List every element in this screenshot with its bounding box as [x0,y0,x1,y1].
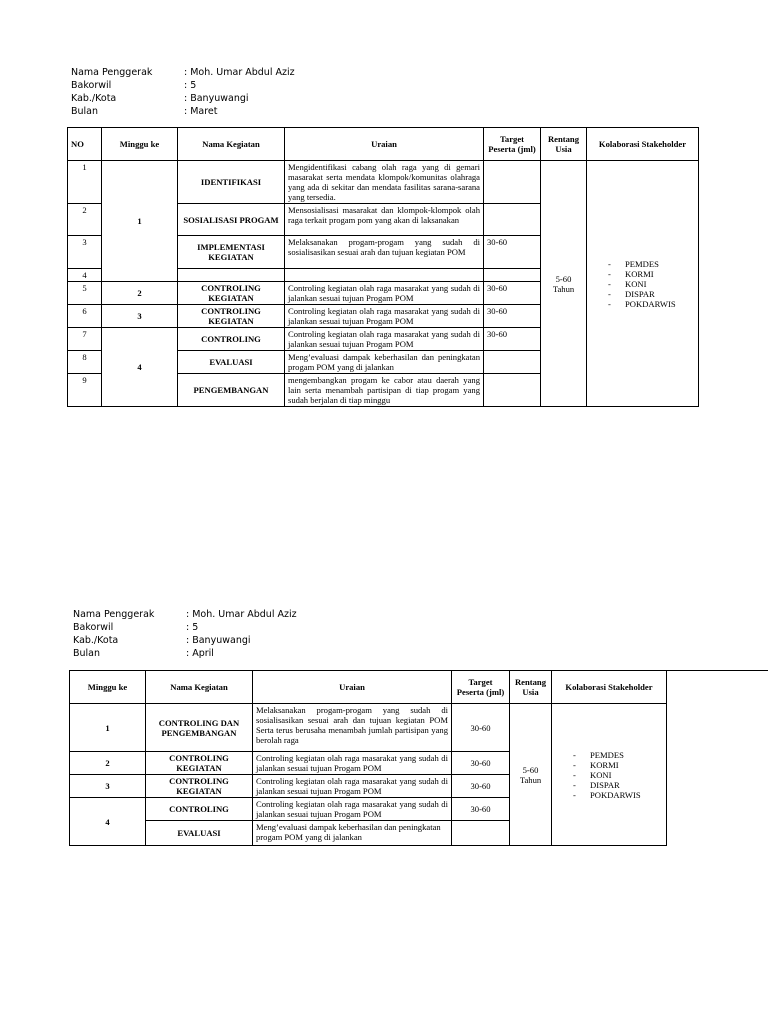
info-row [71,79,295,92]
header-nama-kegiatan: Nama Kegiatan [146,671,253,704]
stakeholder-item: - POKDARWIS [608,299,695,309]
activity-name: CONTROLING [146,798,253,821]
info-label: Bakorwil [73,622,114,633]
target-peserta [452,821,510,846]
stakeholder-item: - DISPAR [573,780,663,790]
header-minggu: Minggu ke [102,128,178,161]
table-row [70,704,667,752]
week-cell: 2 [70,752,146,775]
info-label: Nama Penggerak [73,609,155,620]
activity-name: CONTROLING KEGIATAN [178,282,285,305]
info-row [73,634,297,647]
row-no: 8 [68,351,102,374]
activity-description: Controling kegiatan olah raga masarakat yang sudah di jalankan sesuai tujuan Progam POM [285,328,484,351]
activity-description [285,269,484,282]
target-peserta: 30-60 [452,704,510,752]
activity-name: CONTROLING KEGIATAN [178,305,285,328]
target-peserta [484,269,541,282]
activity-name: CONTROLING KEGIATAN [146,775,253,798]
info-row [73,608,297,621]
header-kolaborasi: Kolaborasi Stakeholder [552,671,667,704]
info-row [73,647,297,660]
week-cell: 3 [70,775,146,798]
info-value: : 5 [184,80,197,91]
target-peserta [484,351,541,374]
activity-description: Controling kegiatan olah raga masarakat yang sudah di jalankan sesuai tujuan Progam POM [253,752,452,775]
activity-description: Mensosialisasi masarakat dan klompok-klompok olah raga terkait progam pom yang akan di laksanakan [285,204,484,236]
info-value: : Banyuwangi [186,635,251,646]
row-no: 2 [68,204,102,236]
activity-description: Meng’evaluasi dampak keberhasilan dan peningkatan progam POM yang di jalankan [285,351,484,374]
table-top-rule [665,670,768,671]
activity-name: CONTROLING DAN PENGEMBANGAN [146,704,253,752]
week-cell: 1 [70,704,146,752]
info-label: Bakorwil [71,80,112,91]
stakeholder-item: - PEMDES [608,259,695,269]
target-peserta: 30-60 [484,282,541,305]
rentang-usia: 5-60 Tahun [541,161,587,407]
stakeholder-item: - KONI [608,279,695,289]
stakeholder-item: - KORMI [573,760,663,770]
activity-description: Controling kegiatan olah raga masarakat yang sudah di jalankan sesuai tujuan Progam POM [285,282,484,305]
activity-description: Mengidentifikasi cabang olah raga yang di gemari masarakat serta mendata klompok/komunitas olahraga yang ada di sekitar dan mendata fasilitas sarana-sarana yang tersedia. [285,161,484,204]
activity-name: IDENTIFIKASI [178,161,285,204]
info-label: Kab./Kota [71,93,117,104]
row-no: 3 [68,236,102,269]
activity-name: CONTROLING KEGIATAN [146,752,253,775]
header-rentang: Rentang Usia [510,671,552,704]
info-value: : Maret [184,106,218,117]
header-target: Target Peserta (jml) [452,671,510,704]
stakeholder-list [552,704,667,846]
info-value: : Moh. Umar Abdul Aziz [186,609,297,620]
header-kolaborasi: Kolaborasi Stakeholder [587,128,699,161]
activity-description: Melaksanakan progam-progam yang sudah di sosialisasikan sesuai arah dan tujuan kegiatan POM [285,236,484,269]
week-cell: 4 [70,798,146,846]
row-no: 4 [68,269,102,282]
stakeholder-item: - PEMDES [573,750,663,760]
week-cell: 1 [102,161,178,282]
activity-name: CONTROLING [178,328,285,351]
activity-name: SOSIALISASI PROGAM [178,204,285,236]
header-nama-kegiatan: Nama Kegiatan [178,128,285,161]
activity-table-april [69,670,667,846]
activity-name: PENGEMBANGAN [178,374,285,407]
info-row [71,105,295,118]
stakeholder-item: - KORMI [608,269,695,279]
row-no: 5 [68,282,102,305]
table-header-row [68,128,699,161]
activity-description: Meng’evaluasi dampak keberhasilan dan peningkatan progam POM yang di jalankan [253,821,452,846]
header-target: Target Peserta (jml) [484,128,541,161]
activity-name: IMPLEMENTASI KEGIATAN [178,236,285,269]
header-no: NO [68,128,102,161]
info-value: : Banyuwangi [184,93,249,104]
target-peserta: 30-60 [452,775,510,798]
target-peserta: 30-60 [484,305,541,328]
rentang-usia: 5-60 Tahun [510,704,552,846]
table-row [68,161,699,204]
header-rentang: Rentang Usia [541,128,587,161]
target-peserta [484,204,541,236]
info-label: Bulan [71,106,99,117]
header-uraian: Uraian [253,671,452,704]
info-row [73,621,297,634]
target-peserta [484,374,541,407]
stakeholder-list [587,161,699,407]
stakeholder-item: - POKDARWIS [573,790,663,800]
activity-table-maret [67,127,699,407]
row-no: 9 [68,374,102,407]
activity-description: mengembangkan progam ke cabor atau daerah yang lain serta menambah partisipan di tiap progam yang sudah berjalan di tiap minggu [285,374,484,407]
activity-description: Melaksanakan progam-progam yang sudah di sosialisasikan sesuai arah dan tujuan kegiatan POM Serta terus berusaha menambah jumlah partisipan yang berolah raga [253,704,452,752]
info-label: Kab./Kota [73,635,119,646]
info-row [71,66,295,79]
info-value: : April [186,648,214,659]
row-no: 7 [68,328,102,351]
report-info-maret [71,66,295,118]
row-no: 6 [68,305,102,328]
activity-name: EVALUASI [178,351,285,374]
info-row [71,92,295,105]
target-peserta: 30-60 [452,798,510,821]
week-cell: 2 [102,282,178,305]
stakeholder-item: - DISPAR [608,289,695,299]
table-header-row [70,671,667,704]
stakeholder-item: - KONI [573,770,663,780]
activity-description: Controling kegiatan olah raga masarakat yang sudah di jalankan sesuai tujuan Progam POM [253,798,452,821]
activity-description: Controling kegiatan olah raga masarakat yang sudah di jalankan sesuai tujuan Progam POM [253,775,452,798]
target-peserta: 30-60 [484,328,541,351]
week-cell: 4 [102,328,178,407]
activity-name [178,269,285,282]
activity-name: EVALUASI [146,821,253,846]
header-minggu: Minggu ke [70,671,146,704]
activity-description: Controling kegiatan olah raga masarakat yang sudah di jalankan sesuai tujuan Progam POM [285,305,484,328]
info-value: : 5 [186,622,199,633]
week-cell: 3 [102,305,178,328]
row-no: 1 [68,161,102,204]
target-peserta: 30-60 [452,752,510,775]
target-peserta [484,161,541,204]
info-label: Bulan [73,648,101,659]
info-value: : Moh. Umar Abdul Aziz [184,67,295,78]
info-label: Nama Penggerak [71,67,153,78]
target-peserta: 30-60 [484,236,541,269]
header-uraian: Uraian [285,128,484,161]
report-info-april [73,608,297,660]
